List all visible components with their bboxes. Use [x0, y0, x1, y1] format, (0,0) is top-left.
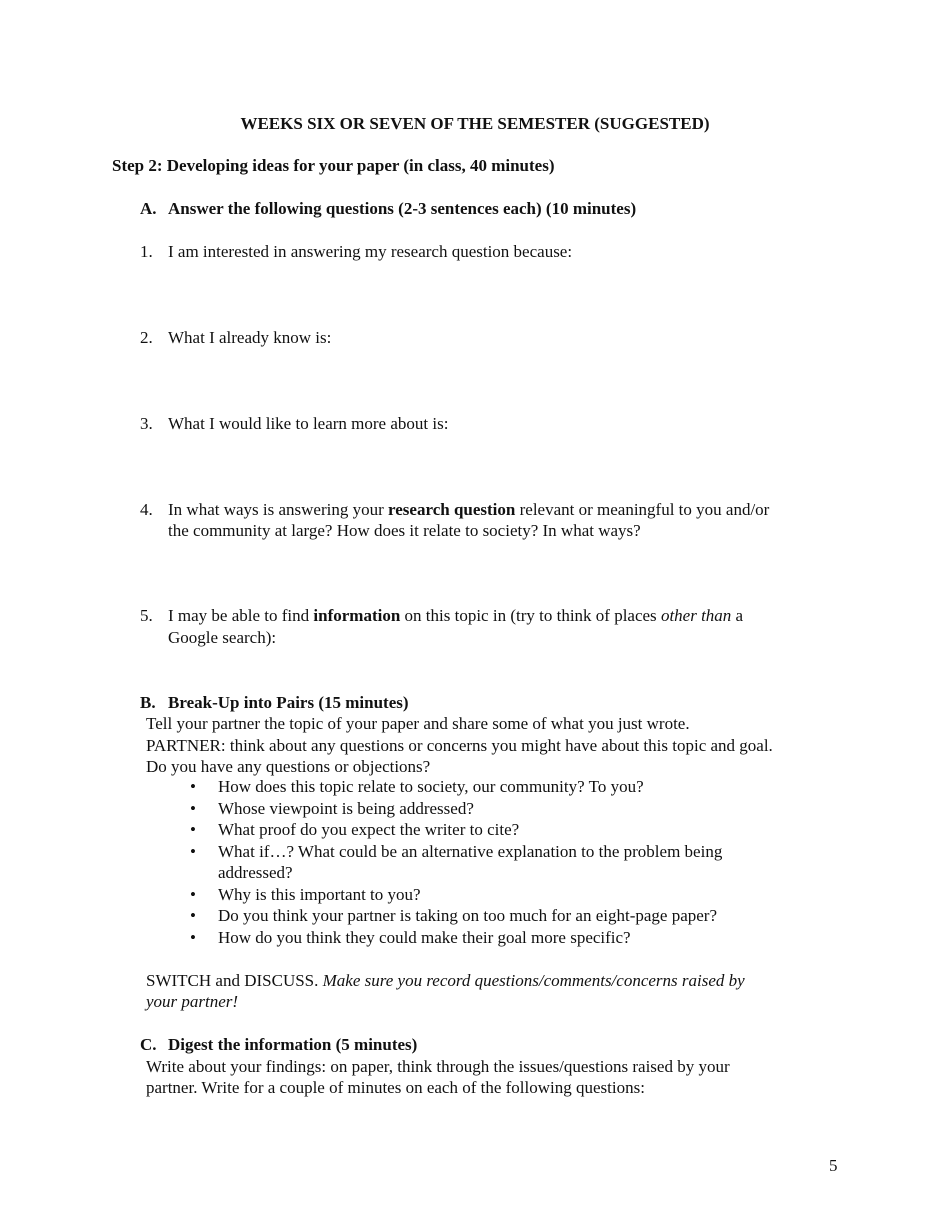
switch-discuss-italic-1: Make sure you record questions/comments/concerns raised by [322, 971, 745, 990]
question-5-bold: information [313, 606, 401, 625]
list-item: • Do you think your partner is taking on too much for an eight-page paper? [190, 906, 718, 925]
question-5-number: 5. [140, 606, 153, 625]
switch-discuss-plain: SWITCH and DISCUSS. [146, 971, 323, 990]
question-5-italic: other than [660, 606, 732, 625]
question-4-post: relevant or meaningful to you and/or [515, 500, 770, 519]
section-a-heading: Answer the following questions (2-3 sentences each) (10 minutes) [168, 199, 637, 218]
section-b-heading: Break-Up into Pairs (15 minutes) [168, 693, 409, 712]
list-item: • What if…? What could be an alternative explanation to the problem being addressed? [190, 841, 723, 882]
section-a-label: A. [140, 199, 157, 218]
question-4-number: 4. [140, 500, 153, 519]
question-5-line-2: Google search): [168, 628, 277, 647]
section-c-label: C. [140, 1035, 157, 1054]
bullet-icon: • [190, 777, 196, 796]
question-3-text: What I would like to learn more about is: [168, 414, 449, 433]
question-5-mid: on this topic in (try to think of places [400, 606, 661, 625]
switch-discuss-line-1 [146, 970, 745, 992]
list-item: • Whose viewpoint is being addressed? [190, 798, 474, 818]
question-5-pre: I may be able to find [168, 606, 314, 625]
list-item: • What proof do you expect the writer to cite? [190, 820, 520, 839]
question-5-line-1 [168, 605, 743, 627]
question-1-text: I am interested in answering my research question because: [168, 242, 573, 261]
bullet-icon: • [190, 927, 196, 947]
page-number: 5 [829, 1156, 838, 1175]
list-item: • How do you think they could make their goal more specific? [190, 927, 631, 947]
question-4-bold: research question [388, 500, 516, 519]
step-heading: Step 2: Developing ideas for your paper (in class, 40 minutes) [112, 156, 555, 175]
page-title: WEEKS SIX OR SEVEN OF THE SEMESTER (SUGGESTED) [240, 114, 710, 133]
bullet-icon: • [190, 798, 196, 818]
switch-discuss-line-2: your partner! [146, 992, 239, 1011]
question-4-pre: In what ways is answering your [168, 500, 389, 519]
bullet-icon: • [190, 841, 196, 861]
section-c-heading: Digest the information (5 minutes) [168, 1035, 418, 1054]
question-3-number: 3. [140, 414, 153, 433]
question-4-line-1 [168, 499, 769, 521]
section-b-line-2: PARTNER: think about any questions or concerns you might have about this topic and goal. [146, 736, 773, 755]
section-b-line-3: Do you have any questions or objections? [146, 757, 431, 776]
question-2-number: 2. [140, 328, 153, 347]
bullet-icon: • [190, 884, 196, 904]
section-b-label: B. [140, 693, 156, 712]
bullet-icon: • [190, 906, 196, 925]
bullet-icon: • [190, 820, 196, 839]
discussion-questions-list [190, 776, 818, 948]
question-4-line-2: the community at large? How does it relate to society? In what ways? [168, 521, 641, 540]
question-2-text: What I already know is: [168, 328, 332, 347]
question-5-post: a [731, 606, 744, 625]
list-item: • How does this topic relate to society, our community? To you? [190, 777, 644, 796]
question-1-number: 1. [140, 242, 153, 261]
section-c-line-1: Write about your findings: on paper, think through the issues/questions raised by your [146, 1057, 730, 1076]
section-b-line-1: Tell your partner the topic of your paper and share some of what you just wrote. [146, 714, 690, 733]
section-c-line-2: partner. Write for a couple of minutes on each of the following questions: [146, 1078, 645, 1097]
list-item: • Why is this important to you? [190, 884, 421, 904]
